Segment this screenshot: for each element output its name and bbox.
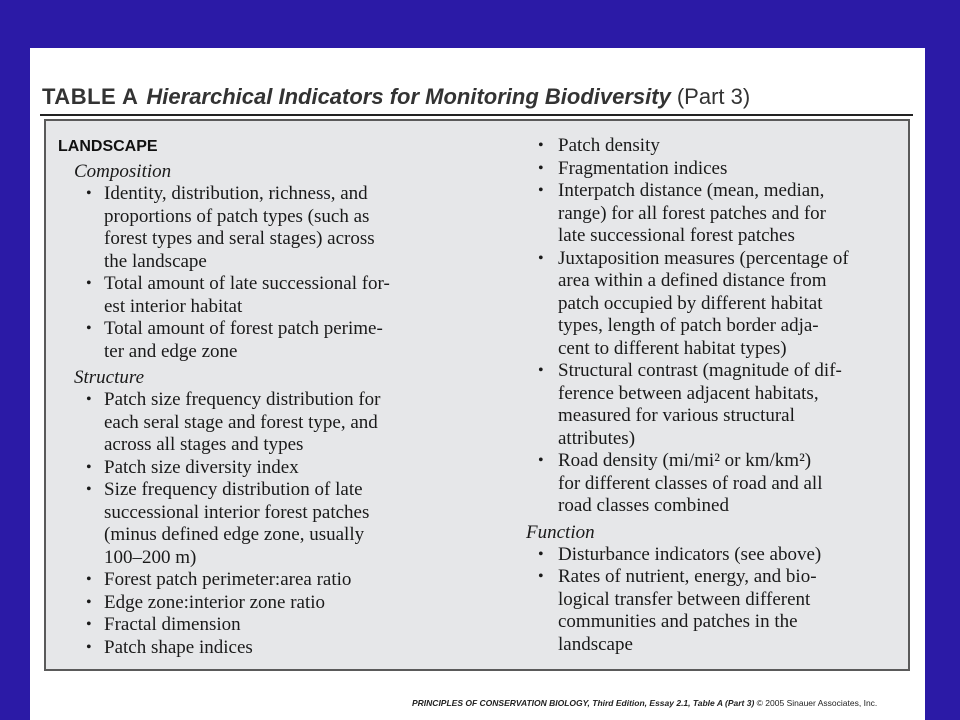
item-line: each seral stage and forest type, and xyxy=(104,411,378,433)
item-line: Juxtaposition measures (percentage of xyxy=(558,247,849,269)
item-line: Patch shape indices xyxy=(104,636,253,658)
item-line: for different classes of road and all xyxy=(558,472,823,494)
bullet-icon: • xyxy=(538,452,544,469)
table-title-main: Hierarchical Indicators for Monitoring Biodiversity xyxy=(146,84,671,109)
item-line: landscape xyxy=(558,633,633,655)
bullet-icon: • xyxy=(86,275,92,292)
item-line: cent to different habitat types) xyxy=(558,337,787,359)
list-item xyxy=(520,248,910,361)
structure-continued-list xyxy=(520,135,910,518)
bullet-icon: • xyxy=(86,391,92,408)
list-item xyxy=(58,479,498,569)
item-line: range) for all forest patches and for xyxy=(558,202,826,224)
item-line: across all stages and types xyxy=(104,434,304,455)
item-line: Total amount of late successional for- xyxy=(104,273,390,294)
structure-list xyxy=(58,389,498,659)
item-line: successional interior forest patches xyxy=(104,501,370,523)
right-column xyxy=(520,121,910,656)
list-item xyxy=(520,566,910,656)
bullet-icon: • xyxy=(538,182,544,199)
left-column xyxy=(58,121,498,659)
item-line: (minus defined edge zone, usually xyxy=(104,524,365,545)
item-line: forest types and seral stages) across xyxy=(104,228,375,249)
bullet-icon: • xyxy=(538,545,544,563)
bullet-icon: • xyxy=(538,249,544,267)
item-line: the landscape xyxy=(104,250,207,272)
item-line: Structural contrast (magnitude of dif- xyxy=(558,360,842,381)
item-line: attributes) xyxy=(558,427,636,449)
list-item xyxy=(58,637,498,660)
list-item xyxy=(58,389,498,457)
function-list xyxy=(520,544,910,657)
list-item xyxy=(58,457,498,480)
list-item xyxy=(520,135,910,158)
list-item xyxy=(58,569,498,592)
list-item xyxy=(520,544,910,567)
item-line: road classes combined xyxy=(558,495,729,516)
item-line: Interpatch distance (mean, median, xyxy=(558,180,825,201)
footer-reference: Essay 2.1, Table A (Part 3) xyxy=(649,698,755,708)
subheading-structure: Structure xyxy=(74,367,145,388)
bullet-icon: • xyxy=(86,616,92,633)
list-item xyxy=(520,158,910,181)
item-line: Forest patch perimeter:area ratio xyxy=(104,569,352,590)
bullet-icon: • xyxy=(538,159,544,177)
table-title-part: (Part 3) xyxy=(676,84,751,109)
table-label: TABLE A xyxy=(42,84,139,109)
item-line: communities and patches in the xyxy=(558,611,798,632)
list-item xyxy=(520,360,910,450)
item-line: proportions of patch types (such as xyxy=(104,205,370,227)
item-line: est interior habitat xyxy=(104,295,243,317)
item-line: Road density (mi/mi² or km/km²) xyxy=(558,450,812,471)
footer-credit xyxy=(412,698,877,708)
bullet-icon: • xyxy=(86,458,92,476)
item-line: ter and edge zone xyxy=(104,340,238,362)
footer-book-title: PRINCIPLES OF CONSERVATION BIOLOGY, Third Edition, xyxy=(412,698,648,708)
item-line: Patch density xyxy=(558,135,660,156)
item-line: Total amount of forest patch perime- xyxy=(104,318,383,339)
bullet-icon: • xyxy=(86,638,92,656)
list-item xyxy=(520,450,910,518)
list-item xyxy=(58,614,498,637)
item-line: Disturbance indicators (see above) xyxy=(558,543,822,565)
table-title xyxy=(42,84,750,110)
list-item xyxy=(58,592,498,615)
item-line: area within a defined distance from xyxy=(558,270,827,291)
bullet-icon: • xyxy=(538,362,544,379)
bullet-icon: • xyxy=(538,568,544,585)
item-line: Size frequency distribution of late xyxy=(104,479,363,500)
bullet-icon: • xyxy=(86,571,92,588)
item-line: logical transfer between different xyxy=(558,588,811,610)
slide-page xyxy=(30,48,925,720)
item-line: Rates of nutrient, energy, and bio- xyxy=(558,566,817,587)
list-item xyxy=(58,273,498,318)
bullet-icon: • xyxy=(86,185,92,202)
item-line: Patch size frequency distribution for xyxy=(104,389,381,410)
list-item xyxy=(58,183,498,273)
item-line: patch occupied by different habitat xyxy=(558,292,823,314)
item-line: 100–200 m) xyxy=(104,546,197,568)
bullet-icon: • xyxy=(538,137,544,154)
bullet-icon: • xyxy=(86,481,92,498)
title-divider xyxy=(40,114,913,116)
subheading-function: Function xyxy=(526,521,595,543)
list-item xyxy=(520,180,910,248)
item-line: measured for various structural xyxy=(558,405,795,426)
item-line: types, length of patch border adja- xyxy=(558,315,819,336)
composition-list xyxy=(58,183,498,363)
item-line: Edge zone:interior zone ratio xyxy=(104,591,326,613)
item-line: late successional forest patches xyxy=(558,225,795,246)
item-line: ference between adjacent habitats, xyxy=(558,382,819,404)
item-line: Identity, distribution, richness, and xyxy=(104,183,368,204)
item-line: Fractal dimension xyxy=(104,614,241,635)
list-item xyxy=(58,318,498,363)
item-line: Patch size diversity index xyxy=(104,456,299,478)
section-heading-landscape: LANDSCAPE xyxy=(58,138,158,155)
table-box xyxy=(44,119,910,671)
item-line: Fragmentation indices xyxy=(558,157,728,179)
bullet-icon: • xyxy=(86,593,92,611)
footer-copyright: © 2005 Sinauer Associates, Inc. xyxy=(756,698,878,708)
bullet-icon: • xyxy=(86,320,92,337)
subheading-composition: Composition xyxy=(74,161,172,182)
